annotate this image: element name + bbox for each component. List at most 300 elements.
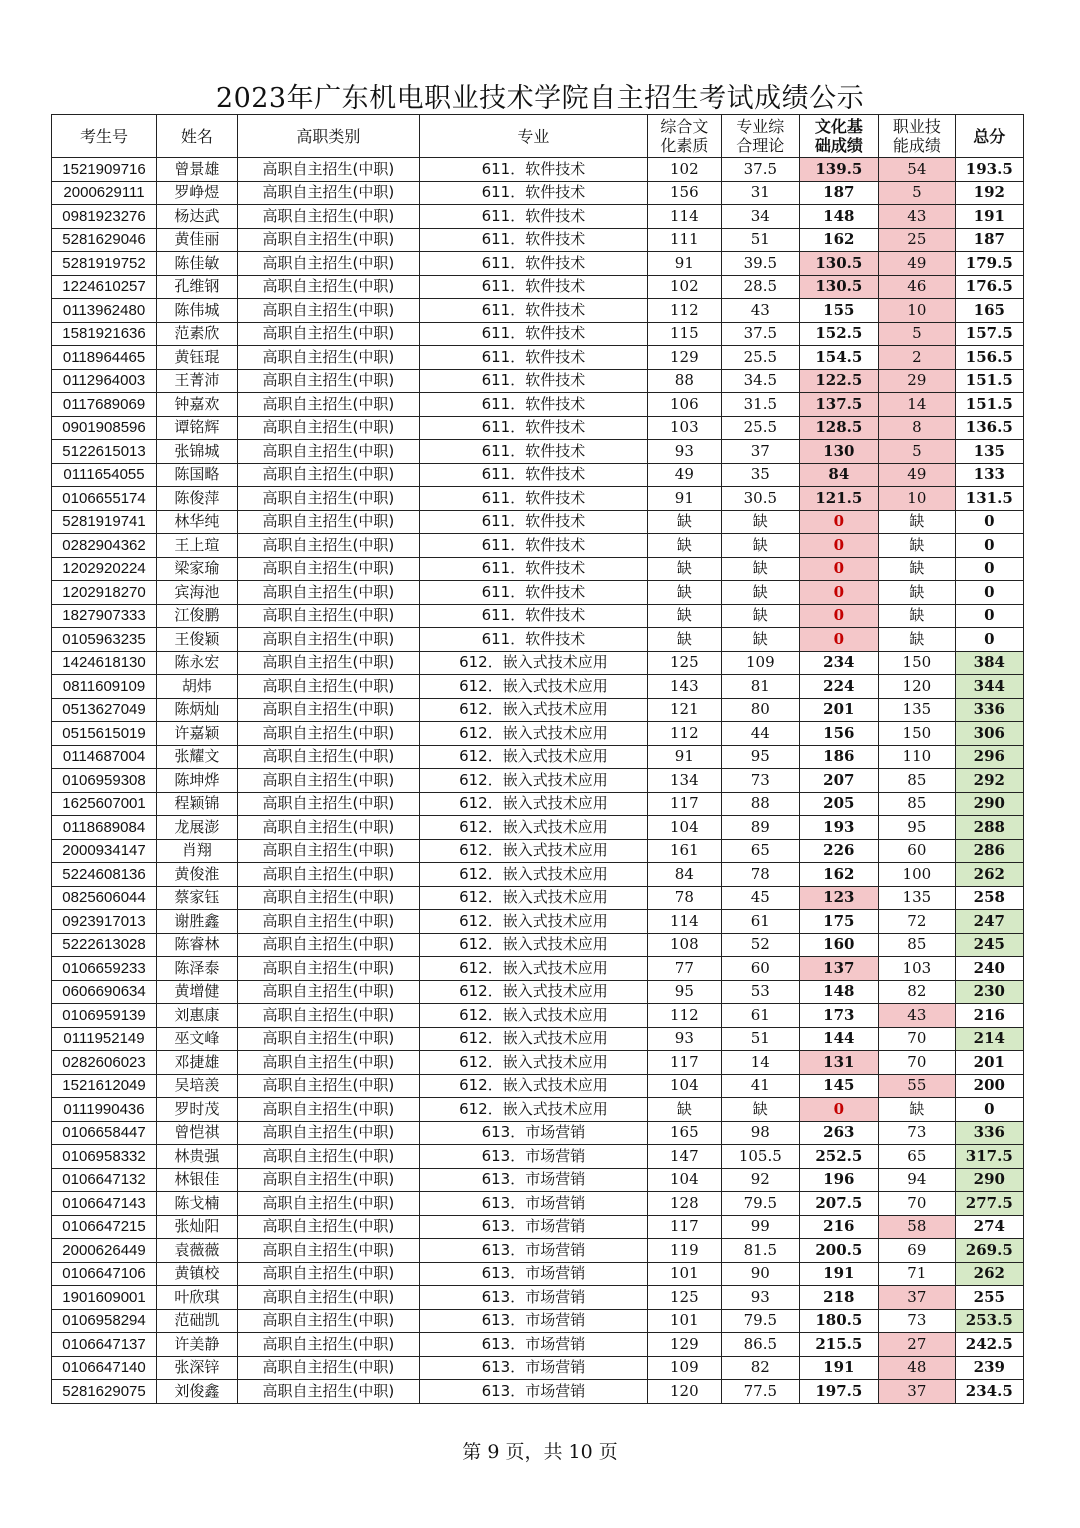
cell-student-id: 0106959139 <box>52 1004 157 1028</box>
cell-name: 陈睿林 <box>157 933 238 957</box>
cell-category: 高职自主招生(中职) <box>237 651 420 675</box>
cell-name: 黄镇校 <box>157 1262 238 1286</box>
table-row <box>52 393 1024 417</box>
cell-skill-score: 58 <box>879 1215 955 1239</box>
cell-culture-quality: 156 <box>647 181 721 205</box>
cell-culture-base: 130 <box>799 440 879 464</box>
cell-name: 王俊颖 <box>157 628 238 652</box>
cell-category: 高职自主招生(中职) <box>237 463 420 487</box>
table-row <box>52 1098 1024 1122</box>
table-row <box>52 205 1024 229</box>
cell-major: 612．嵌入式技术应用 <box>420 698 647 722</box>
cell-major: 611．软件技术 <box>420 299 647 323</box>
table-row <box>52 299 1024 323</box>
table-row <box>52 604 1024 628</box>
table-row <box>52 628 1024 652</box>
cell-category: 高职自主招生(中职) <box>237 1098 420 1122</box>
cell-total: 290 <box>955 792 1023 816</box>
cell-major: 612．嵌入式技术应用 <box>420 1074 647 1098</box>
cell-major: 611．软件技术 <box>420 181 647 205</box>
cell-culture-base: 197.5 <box>799 1380 879 1404</box>
cell-major-theory: 61 <box>722 910 800 934</box>
cell-culture-base: 84 <box>799 463 879 487</box>
cell-culture-base: 207.5 <box>799 1192 879 1216</box>
cell-category: 高职自主招生(中职) <box>237 1215 420 1239</box>
table-row <box>52 1121 1024 1145</box>
cell-student-id: 0106647137 <box>52 1333 157 1357</box>
cell-major: 611．软件技术 <box>420 393 647 417</box>
table-row <box>52 1051 1024 1075</box>
cell-major: 613．市场营销 <box>420 1356 647 1380</box>
table-row <box>52 769 1024 793</box>
cell-total: 245 <box>955 933 1023 957</box>
cell-category: 高职自主招生(中职) <box>237 581 420 605</box>
cell-category: 高职自主招生(中职) <box>237 957 420 981</box>
cell-category: 高职自主招生(中职) <box>237 886 420 910</box>
cell-total: 292 <box>955 769 1023 793</box>
cell-category: 高职自主招生(中职) <box>237 1074 420 1098</box>
cell-culture-base: 160 <box>799 933 879 957</box>
header-student-id: 考生号 <box>52 115 157 158</box>
cell-name: 许嘉颖 <box>157 722 238 746</box>
cell-major-theory: 82 <box>722 1356 800 1380</box>
cell-category: 高职自主招生(中职) <box>237 1145 420 1169</box>
cell-major-theory: 缺 <box>722 534 800 558</box>
cell-category: 高职自主招生(中职) <box>237 1051 420 1075</box>
table-row <box>52 1215 1024 1239</box>
cell-student-id: 1827907333 <box>52 604 157 628</box>
cell-major-theory: 79.5 <box>722 1192 800 1216</box>
cell-major-theory: 31.5 <box>722 393 800 417</box>
cell-name: 王上瑄 <box>157 534 238 558</box>
cell-category: 高职自主招生(中职) <box>237 487 420 511</box>
cell-name: 肖翔 <box>157 839 238 863</box>
cell-student-id: 0118964465 <box>52 346 157 370</box>
cell-skill-score: 135 <box>879 886 955 910</box>
table-row <box>52 534 1024 558</box>
table-row <box>52 1380 1024 1404</box>
cell-major-theory: 105.5 <box>722 1145 800 1169</box>
cell-culture-base: 137.5 <box>799 393 879 417</box>
cell-skill-score: 55 <box>879 1074 955 1098</box>
cell-skill-score: 48 <box>879 1356 955 1380</box>
cell-culture-base: 0 <box>799 510 879 534</box>
cell-culture-quality: 119 <box>647 1239 721 1263</box>
cell-category: 高职自主招生(中职) <box>237 698 420 722</box>
cell-culture-quality: 112 <box>647 299 721 323</box>
cell-name: 陈国略 <box>157 463 238 487</box>
cell-culture-base: 121.5 <box>799 487 879 511</box>
cell-name: 陈永宏 <box>157 651 238 675</box>
cell-student-id: 0106655174 <box>52 487 157 511</box>
cell-category: 高职自主招生(中职) <box>237 1286 420 1310</box>
cell-category: 高职自主招生(中职) <box>237 604 420 628</box>
cell-skill-score: 10 <box>879 299 955 323</box>
table-row <box>52 1262 1024 1286</box>
cell-skill-score: 73 <box>879 1121 955 1145</box>
cell-student-id: 0111990436 <box>52 1098 157 1122</box>
cell-student-id: 0513627049 <box>52 698 157 722</box>
cell-category: 高职自主招生(中职) <box>237 275 420 299</box>
cell-skill-score: 85 <box>879 769 955 793</box>
cell-total: 384 <box>955 651 1023 675</box>
cell-total: 193.5 <box>955 158 1023 182</box>
cell-name: 钟嘉欢 <box>157 393 238 417</box>
cell-major-theory: 80 <box>722 698 800 722</box>
cell-name: 江俊鹏 <box>157 604 238 628</box>
cell-total: 214 <box>955 1027 1023 1051</box>
cell-major-theory: 109 <box>722 651 800 675</box>
cell-major-theory: 25.5 <box>722 416 800 440</box>
cell-major: 612．嵌入式技术应用 <box>420 1004 647 1028</box>
cell-name: 张灿阳 <box>157 1215 238 1239</box>
cell-culture-quality: 91 <box>647 487 721 511</box>
cell-major-theory: 缺 <box>722 604 800 628</box>
cell-skill-score: 缺 <box>879 534 955 558</box>
cell-culture-quality: 104 <box>647 1168 721 1192</box>
cell-total: 187 <box>955 228 1023 252</box>
cell-category: 高职自主招生(中职) <box>237 722 420 746</box>
cell-category: 高职自主招生(中职) <box>237 440 420 464</box>
cell-culture-quality: 106 <box>647 393 721 417</box>
cell-culture-base: 234 <box>799 651 879 675</box>
cell-student-id: 5281629075 <box>52 1380 157 1404</box>
header-major-theory: 专业综合理论 <box>722 115 800 158</box>
cell-total: 131.5 <box>955 487 1023 511</box>
cell-category: 高职自主招生(中职) <box>237 346 420 370</box>
cell-skill-score: 43 <box>879 1004 955 1028</box>
cell-culture-base: 162 <box>799 863 879 887</box>
table-row <box>52 1309 1024 1333</box>
cell-name: 黄俊淮 <box>157 863 238 887</box>
cell-name: 吴培羡 <box>157 1074 238 1098</box>
header-skill-score: 职业技能成绩 <box>879 115 955 158</box>
cell-major: 612．嵌入式技术应用 <box>420 957 647 981</box>
table-row <box>52 1239 1024 1263</box>
cell-culture-quality: 104 <box>647 1074 721 1098</box>
cell-name: 曾景雄 <box>157 158 238 182</box>
cell-name: 林贵强 <box>157 1145 238 1169</box>
cell-total: 133 <box>955 463 1023 487</box>
cell-culture-quality: 93 <box>647 1027 721 1051</box>
cell-major: 611．软件技术 <box>420 628 647 652</box>
cell-student-id: 5224608136 <box>52 863 157 887</box>
cell-total: 306 <box>955 722 1023 746</box>
cell-culture-quality: 125 <box>647 651 721 675</box>
cell-culture-base: 180.5 <box>799 1309 879 1333</box>
cell-student-id: 0113962480 <box>52 299 157 323</box>
cell-culture-quality: 101 <box>647 1262 721 1286</box>
cell-major: 612．嵌入式技术应用 <box>420 745 647 769</box>
cell-skill-score: 70 <box>879 1192 955 1216</box>
cell-total: 0 <box>955 510 1023 534</box>
cell-total: 0 <box>955 557 1023 581</box>
cell-category: 高职自主招生(中职) <box>237 416 420 440</box>
cell-major-theory: 81.5 <box>722 1239 800 1263</box>
cell-category: 高职自主招生(中职) <box>237 369 420 393</box>
cell-culture-quality: 缺 <box>647 628 721 652</box>
cell-major-theory: 14 <box>722 1051 800 1075</box>
cell-culture-quality: 112 <box>647 722 721 746</box>
cell-skill-score: 135 <box>879 698 955 722</box>
header-row <box>52 115 1024 158</box>
cell-culture-base: 123 <box>799 886 879 910</box>
cell-major-theory: 30.5 <box>722 487 800 511</box>
cell-skill-score: 46 <box>879 275 955 299</box>
cell-culture-quality: 88 <box>647 369 721 393</box>
cell-major: 612．嵌入式技术应用 <box>420 863 647 887</box>
cell-total: 240 <box>955 957 1023 981</box>
cell-category: 高职自主招生(中职) <box>237 933 420 957</box>
cell-category: 高职自主招生(中职) <box>237 1168 420 1192</box>
cell-culture-base: 155 <box>799 299 879 323</box>
cell-category: 高职自主招生(中职) <box>237 510 420 534</box>
cell-total: 239 <box>955 1356 1023 1380</box>
cell-total: 0 <box>955 534 1023 558</box>
cell-culture-base: 186 <box>799 745 879 769</box>
cell-skill-score: 49 <box>879 463 955 487</box>
cell-culture-base: 173 <box>799 1004 879 1028</box>
cell-skill-score: 27 <box>879 1333 955 1357</box>
cell-total: 179.5 <box>955 252 1023 276</box>
cell-major: 611．软件技术 <box>420 557 647 581</box>
cell-major-theory: 78 <box>722 863 800 887</box>
cell-major-theory: 37.5 <box>722 158 800 182</box>
cell-category: 高职自主招生(中职) <box>237 628 420 652</box>
cell-major: 612．嵌入式技术应用 <box>420 933 647 957</box>
cell-total: 242.5 <box>955 1333 1023 1357</box>
cell-major: 612．嵌入式技术应用 <box>420 1098 647 1122</box>
cell-culture-quality: 111 <box>647 228 721 252</box>
cell-name: 黄佳丽 <box>157 228 238 252</box>
cell-name: 罗峥煜 <box>157 181 238 205</box>
cell-skill-score: 65 <box>879 1145 955 1169</box>
cell-name: 曾恺祺 <box>157 1121 238 1145</box>
cell-culture-quality: 134 <box>647 769 721 793</box>
table-row <box>52 651 1024 675</box>
cell-category: 高职自主招生(中职) <box>237 1192 420 1216</box>
cell-major-theory: 95 <box>722 745 800 769</box>
cell-major-theory: 73 <box>722 769 800 793</box>
cell-student-id: 0106647132 <box>52 1168 157 1192</box>
cell-major: 612．嵌入式技术应用 <box>420 769 647 793</box>
cell-culture-quality: 128 <box>647 1192 721 1216</box>
cell-category: 高职自主招生(中职) <box>237 1309 420 1333</box>
cell-total: 290 <box>955 1168 1023 1192</box>
cell-culture-base: 218 <box>799 1286 879 1310</box>
cell-culture-base: 226 <box>799 839 879 863</box>
table-row <box>52 369 1024 393</box>
table-row <box>52 158 1024 182</box>
cell-culture-base: 137 <box>799 957 879 981</box>
cell-name: 梁家瑜 <box>157 557 238 581</box>
table-row <box>52 1333 1024 1357</box>
table-row <box>52 275 1024 299</box>
cell-total: 201 <box>955 1051 1023 1075</box>
cell-total: 286 <box>955 839 1023 863</box>
cell-name: 罗时茂 <box>157 1098 238 1122</box>
cell-total: 200 <box>955 1074 1023 1098</box>
cell-name: 陈炳灿 <box>157 698 238 722</box>
table-row <box>52 933 1024 957</box>
cell-culture-base: 0 <box>799 557 879 581</box>
cell-culture-base: 130.5 <box>799 252 879 276</box>
cell-category: 高职自主招生(中职) <box>237 205 420 229</box>
cell-major: 612．嵌入式技术应用 <box>420 792 647 816</box>
cell-student-id: 2000934147 <box>52 839 157 863</box>
cell-category: 高职自主招生(中职) <box>237 158 420 182</box>
cell-total: 151.5 <box>955 393 1023 417</box>
cell-major-theory: 92 <box>722 1168 800 1192</box>
cell-skill-score: 5 <box>879 440 955 464</box>
cell-name: 胡炜 <box>157 675 238 699</box>
cell-major: 611．软件技术 <box>420 158 647 182</box>
cell-major-theory: 35 <box>722 463 800 487</box>
cell-culture-quality: 143 <box>647 675 721 699</box>
cell-major-theory: 44 <box>722 722 800 746</box>
table-row <box>52 1192 1024 1216</box>
cell-major-theory: 39.5 <box>722 252 800 276</box>
cell-skill-score: 缺 <box>879 581 955 605</box>
cell-total: 0 <box>955 604 1023 628</box>
cell-name: 邓捷雄 <box>157 1051 238 1075</box>
table-row <box>52 910 1024 934</box>
cell-student-id: 1521909716 <box>52 158 157 182</box>
score-table-body <box>52 158 1024 1404</box>
cell-total: 230 <box>955 980 1023 1004</box>
cell-skill-score: 85 <box>879 792 955 816</box>
cell-category: 高职自主招生(中职) <box>237 1380 420 1404</box>
cell-name: 张深锌 <box>157 1356 238 1380</box>
cell-major: 612．嵌入式技术应用 <box>420 980 647 1004</box>
cell-skill-score: 37 <box>879 1380 955 1404</box>
cell-major: 611．软件技术 <box>420 440 647 464</box>
header-major: 专业 <box>420 115 647 158</box>
cell-skill-score: 69 <box>879 1239 955 1263</box>
cell-major-theory: 90 <box>722 1262 800 1286</box>
cell-culture-quality: 102 <box>647 275 721 299</box>
cell-skill-score: 54 <box>879 158 955 182</box>
cell-name: 宾海池 <box>157 581 238 605</box>
cell-category: 高职自主招生(中职) <box>237 1333 420 1357</box>
cell-student-id: 5281919741 <box>52 510 157 534</box>
cell-skill-score: 85 <box>879 933 955 957</box>
cell-culture-base: 191 <box>799 1262 879 1286</box>
cell-major-theory: 86.5 <box>722 1333 800 1357</box>
cell-major: 613．市场营销 <box>420 1286 647 1310</box>
cell-culture-base: 0 <box>799 604 879 628</box>
cell-student-id: 1581921636 <box>52 322 157 346</box>
table-row <box>52 957 1024 981</box>
cell-name: 陈戈楠 <box>157 1192 238 1216</box>
cell-culture-quality: 49 <box>647 463 721 487</box>
cell-student-id: 0923917013 <box>52 910 157 934</box>
cell-name: 林银佳 <box>157 1168 238 1192</box>
cell-culture-base: 154.5 <box>799 346 879 370</box>
cell-student-id: 0117689069 <box>52 393 157 417</box>
cell-culture-quality: 104 <box>647 816 721 840</box>
cell-major-theory: 53 <box>722 980 800 1004</box>
cell-skill-score: 70 <box>879 1027 955 1051</box>
cell-major-theory: 43 <box>722 299 800 323</box>
page-title: 2023年广东机电职业技术学院自主招生考试成绩公示 <box>215 83 865 114</box>
table-row <box>52 1286 1024 1310</box>
table-row <box>52 839 1024 863</box>
cell-culture-quality: 129 <box>647 1333 721 1357</box>
cell-skill-score: 100 <box>879 863 955 887</box>
cell-major-theory: 缺 <box>722 557 800 581</box>
cell-major: 611．软件技术 <box>420 534 647 558</box>
cell-major-theory: 45 <box>722 886 800 910</box>
cell-student-id: 0282606023 <box>52 1051 157 1075</box>
table-row <box>52 228 1024 252</box>
table-row <box>52 792 1024 816</box>
cell-category: 高职自主招生(中职) <box>237 534 420 558</box>
cell-student-id: 0515615019 <box>52 722 157 746</box>
cell-major: 613．市场营销 <box>420 1168 647 1192</box>
cell-total: 258 <box>955 886 1023 910</box>
cell-category: 高职自主招生(中职) <box>237 980 420 1004</box>
cell-skill-score: 94 <box>879 1168 955 1192</box>
cell-major-theory: 93 <box>722 1286 800 1310</box>
cell-major-theory: 98 <box>722 1121 800 1145</box>
cell-major-theory: 41 <box>722 1074 800 1098</box>
cell-total: 176.5 <box>955 275 1023 299</box>
cell-major-theory: 99 <box>722 1215 800 1239</box>
cell-skill-score: 71 <box>879 1262 955 1286</box>
cell-culture-quality: 101 <box>647 1309 721 1333</box>
cell-major: 611．软件技术 <box>420 510 647 534</box>
cell-culture-base: 145 <box>799 1074 879 1098</box>
cell-skill-score: 8 <box>879 416 955 440</box>
cell-culture-base: 0 <box>799 534 879 558</box>
table-row <box>52 745 1024 769</box>
cell-culture-quality: 147 <box>647 1145 721 1169</box>
cell-total: 277.5 <box>955 1192 1023 1216</box>
cell-student-id: 0901908596 <box>52 416 157 440</box>
cell-name: 刘俊鑫 <box>157 1380 238 1404</box>
cell-total: 165 <box>955 299 1023 323</box>
cell-category: 高职自主招生(中职) <box>237 675 420 699</box>
cell-total: 262 <box>955 863 1023 887</box>
cell-culture-quality: 77 <box>647 957 721 981</box>
cell-name: 陈泽泰 <box>157 957 238 981</box>
table-row <box>52 416 1024 440</box>
cell-total: 192 <box>955 181 1023 205</box>
cell-category: 高职自主招生(中职) <box>237 863 420 887</box>
cell-category: 高职自主招生(中职) <box>237 1356 420 1380</box>
cell-major-theory: 52 <box>722 933 800 957</box>
cell-culture-quality: 112 <box>647 1004 721 1028</box>
cell-name: 袁薇薇 <box>157 1239 238 1263</box>
header-total: 总分 <box>955 115 1023 158</box>
cell-total: 157.5 <box>955 322 1023 346</box>
cell-culture-base: 205 <box>799 792 879 816</box>
cell-culture-quality: 缺 <box>647 510 721 534</box>
cell-culture-base: 215.5 <box>799 1333 879 1357</box>
cell-culture-quality: 95 <box>647 980 721 1004</box>
table-row <box>52 440 1024 464</box>
table-row <box>52 581 1024 605</box>
cell-student-id: 0106659233 <box>52 957 157 981</box>
cell-name: 陈伟城 <box>157 299 238 323</box>
cell-student-id: 1521612049 <box>52 1074 157 1098</box>
cell-culture-quality: 115 <box>647 322 721 346</box>
cell-culture-base: 216 <box>799 1215 879 1239</box>
cell-culture-base: 148 <box>799 205 879 229</box>
cell-name: 孔维钢 <box>157 275 238 299</box>
cell-major: 611．软件技术 <box>420 581 647 605</box>
